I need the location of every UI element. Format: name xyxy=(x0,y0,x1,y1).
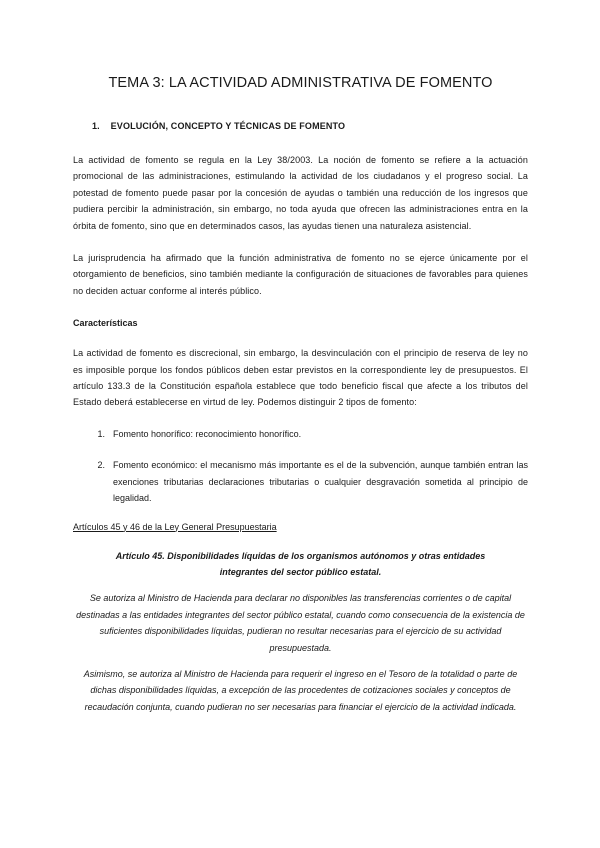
list-item-text: Fomento económico: el mecanismo más importante es el de la subvención, aunque también entran las exenciones tributarias declaraciones tributarias o cualquier desgravación sometida al principio de legalidad. xyxy=(113,460,528,504)
article-paragraph: Asimismo, se autoriza al Ministro de Hacienda para requerir el ingreso en el Tesoro de la totalidad o parte de dichas disponibilidades líquidas, a excepción de las procedentes de cotizaciones sociales y conceptos de recaudación conjunta, cuando pudieran no ser necesarias para financiar el ejercicio de la actividad indicada. xyxy=(83,668,518,712)
document-title: TEMA 3: LA ACTIVIDAD ADMINISTRATIVA DE FOMENTO xyxy=(108,75,493,91)
law-reference: Artículos 45 y 46 de la Ley General Presupuestaria xyxy=(73,521,277,532)
article-title: Artículo 45. Disponibilidades líquidas de los organismos autónomos y otras entidades integrantes del sector público estatal. xyxy=(115,550,486,577)
characteristics-paragraph: La actividad de fomento es discrecional, sin embargo, la desvinculación con el principio de reserva de ley no es imposible porque los fondos públicos deben estar previstos en la correspondiente ley de presupuestos. El artículo 133.3 de la Constitución española establece que todo beneficio fiscal que afecte a los tributos del Estado deberá establecerse en virtud de ley. Podemos distinguir 2 tipos de fomento: xyxy=(73,348,528,408)
section-heading-text: EVOLUCIÓN, CONCEPTO Y TÉCNICAS DE FOMENTO xyxy=(110,121,346,131)
section-heading xyxy=(92,121,528,131)
list-item xyxy=(73,426,528,442)
section-number: 1. xyxy=(92,121,100,131)
list-item-number: 1. xyxy=(97,428,105,439)
intro-paragraph: La actividad de fomento se regula en la Ley 38/2003. La noción de fomento se refiere a la actuación promocional de las administraciones, estimulando la actividad de los ciudadanos y el progreso social. La potestad de fomento puede pasar por la concesión de ayudas o también una reducción de los ingresos que pudiera percibir la administración, sin embargo, no toda ayuda que ofrecen las administraciones entra en la órbita de fomento, sino que en determinados casos, las ayudas tienen una naturaleza asistencial. xyxy=(73,155,528,231)
characteristics-heading: Características xyxy=(73,318,138,329)
article-paragraph: Se autoriza al Ministro de Hacienda para declarar no disponibles las transferencias corrientes o de capital destinadas a las entidades integrantes del sector público estatal, cuando como consecuencia de la existencia de suficientes disponibilidades líquidas, pudieran no resultar necesarias para el ejercicio de su actividad presupuestada. xyxy=(76,593,525,653)
list-item-number: 2. xyxy=(97,460,105,471)
jurisprudence-paragraph: La jurisprudencia ha afirmado que la función administrativa de fomento no se ejerce únicamente por el otorgamiento de beneficios, sino también mediante la configuración de situaciones de favorables para quienes no deciden actuar conforme al interés público. xyxy=(73,253,528,296)
fomento-types-list xyxy=(73,426,528,507)
list-item-text: Fomento honorífico: reconocimiento honorífico. xyxy=(113,428,302,439)
list-item xyxy=(73,457,528,506)
